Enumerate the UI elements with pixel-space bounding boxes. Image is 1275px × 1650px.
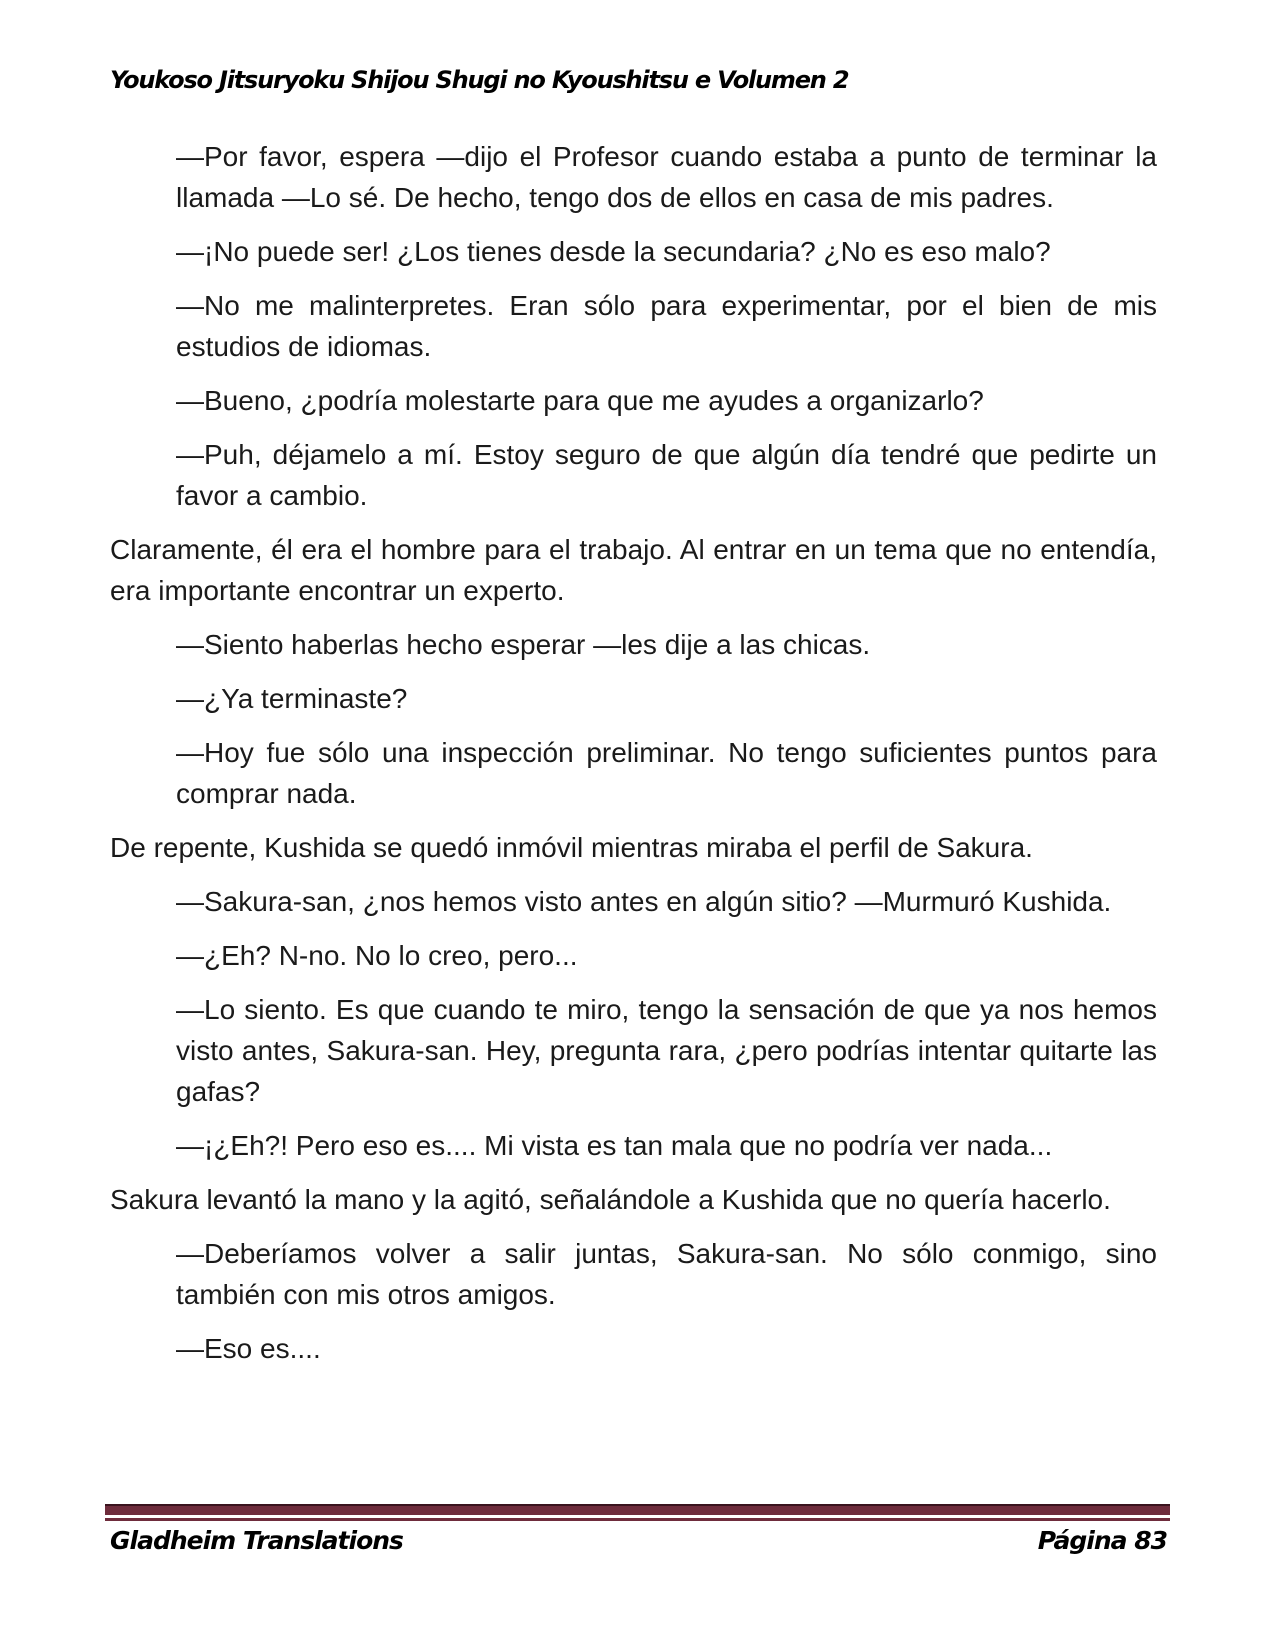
page-body <box>110 136 1157 1382</box>
paragraph: —Sakura-san, ¿nos hemos visto antes en algún sitio? —Murmuró Kushida. <box>176 886 1112 917</box>
footer-divider-thin-line <box>105 1518 1170 1521</box>
paragraph: —¿Eh? N-no. No lo creo, pero... <box>176 940 578 971</box>
paragraph: Claramente, él era el hombre para el trabajo. Al entrar en un tema que no entendía, era importante encontrar un experto. <box>110 534 1157 606</box>
paragraph: —No me malinterpretes. Eran sólo para experimentar, por el bien de mis estudios de idiomas. <box>176 290 1157 362</box>
paragraph: —Hoy fue sólo una inspección preliminar. No tengo suficientes puntos para comprar nada. <box>176 737 1157 809</box>
paragraph: —Eso es.... <box>176 1333 321 1364</box>
paragraph: —Puh, déjamelo a mí. Estoy seguro de que algún día tendré que pedirte un favor a cambio. <box>176 439 1157 511</box>
footer-divider <box>105 1504 1170 1521</box>
paragraph: —¡No puede ser! ¿Los tienes desde la secundaria? ¿No es eso malo? <box>176 236 1051 267</box>
paragraph: —¡¿Eh?! Pero eso es.... Mi vista es tan mala que no podría ver nada... <box>176 1130 1053 1161</box>
footer-translator-credit: Gladheim Translations <box>110 1526 403 1555</box>
footer-divider-thick-bar <box>105 1504 1170 1515</box>
page-footer <box>110 1526 1167 1555</box>
paragraph: —Lo siento. Es que cuando te miro, tengo la sensación de que ya nos hemos visto antes, Sakura-san. Hey, pregunta rara, ¿pero podrías intentar quitarte las gafas? <box>176 994 1157 1107</box>
paragraph: Sakura levantó la mano y la agitó, señalándole a Kushida que no quería hacerlo. <box>110 1184 1111 1215</box>
paragraph: —Deberíamos volver a salir juntas, Sakura-san. No sólo conmigo, sino también con mis otros amigos. <box>176 1238 1157 1310</box>
page-header-title: Youkoso Jitsuryoku Shijou Shugi no Kyoushitsu e Volumen 2 <box>110 66 849 94</box>
paragraph: De repente, Kushida se quedó inmóvil mientras miraba el perfil de Sakura. <box>110 832 1033 863</box>
footer-page-number: Página 83 <box>1037 1526 1167 1555</box>
paragraph: —¿Ya terminaste? <box>176 683 408 714</box>
paragraph: —Por favor, espera —dijo el Profesor cuando estaba a punto de terminar la llamada —Lo sé. De hecho, tengo dos de ellos en casa de mis padres. <box>176 141 1157 213</box>
paragraph: —Bueno, ¿podría molestarte para que me ayudes a organizarlo? <box>176 385 984 416</box>
paragraph: —Siento haberlas hecho esperar —les dije a las chicas. <box>176 629 871 660</box>
